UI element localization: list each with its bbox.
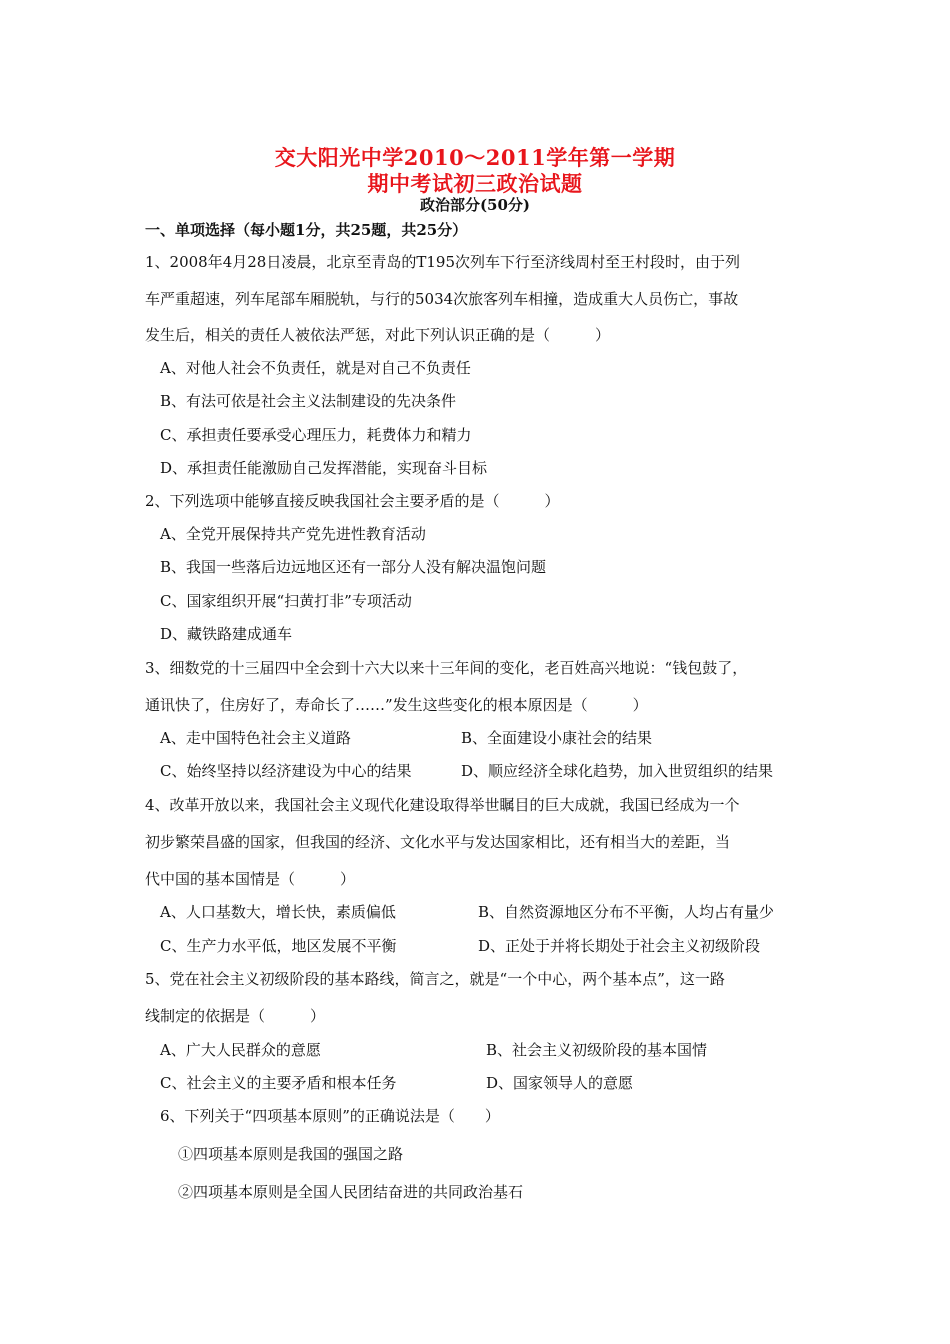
question-1-option-c: C、承担责任要承受心理压力，耗费体力和精力 [160,426,472,444]
question-1-line: 发生后，相关的责任人被依法严惩，对此下列认识正确的是（ ） [145,326,611,344]
question-1-option-d: D、承担责任能激励自己发挥潜能，实现奋斗目标 [160,459,488,477]
exam-title-line2: 期中考试初三政治试题 [367,171,583,196]
question-4-option-b: B、自然资源地区分布不平衡，人均占有量少 [478,903,775,921]
question-6-line: 6、下列关于“四项基本原则”的正确说法是（ ） [160,1107,500,1125]
question-4-option-a: A、人口基数大，增长快，素质偏低 [160,903,396,921]
section-heading: 一、单项选择（每小题1分，共25题，共25分） [145,221,468,239]
exam-title-line1: 交大阳光中学2010～2011学年第一学期 [274,145,676,170]
question-3-option-c: C、始终坚持以经济建设为中心的结果 [160,762,412,780]
question-5-option-d: D、国家领导人的意愿 [486,1074,634,1092]
question-3-line: 3、细数党的十三届四中全会到十六大以来十三年间的变化，老百姓高兴地说：“钱包鼓了， [145,659,748,677]
question-3-line: 通讯快了，住房好了，寿命长了……”发生这些变化的根本原因是（ ） [145,696,648,714]
question-3-option-a: A、走中国特色社会主义道路 [160,729,351,747]
question-4-option-c: C、生产力水平低，地区发展不平衡 [160,937,397,955]
question-4-line: 代中国的基本国情是（ ） [145,870,356,888]
question-2-option-a: A、全党开展保持共产党先进性教育活动 [160,525,426,543]
question-2-option-d: D、藏铁路建成通车 [160,625,293,643]
question-6-item-2: ②四项基本原则是全国人民团结奋进的共同政治基石 [178,1183,524,1201]
question-3-option-d: D、顺应经济全球化趋势，加入世贸组织的结果 [461,762,774,780]
question-5-option-c: C、社会主义的主要矛盾和根本任务 [160,1074,397,1092]
question-5-line: 5、党在社会主义初级阶段的基本路线，简言之，就是“一个中心，两个基本点”，这一路 [145,970,725,988]
exam-subtitle: 政治部分(50分) [419,196,531,214]
question-5-option-b: B、社会主义初级阶段的基本国情 [486,1041,708,1059]
question-4-option-d: D、正处于并将长期处于社会主义初级阶段 [478,937,761,955]
question-4-line: 4、改革开放以来，我国社会主义现代化建设取得举世瞩目的巨大成就，我国已经成为一个 [145,796,740,814]
question-1-line: 1、2008年4月28日凌晨，北京至青岛的T195次列车下行至济线周村至王村段时，由于列 [145,253,740,271]
question-5-option-a: A、广大人民群众的意愿 [160,1041,321,1059]
question-2-line: 2、下列选项中能够直接反映我国社会主要矛盾的是（ ） [145,492,560,510]
question-3-option-b: B、全面建设小康社会的结果 [461,729,653,747]
question-2-option-c: C、国家组织开展“扫黄打非”专项活动 [160,592,412,610]
question-6-item-1: ①四项基本原则是我国的强国之路 [178,1145,404,1163]
question-2-option-b: B、我国一些落后边远地区还有一部分人没有解决温饱问题 [160,558,547,576]
question-1-option-a: A、对他人社会不负责任，就是对自己不负责任 [160,359,471,377]
question-5-line: 线制定的依据是（ ） [145,1007,326,1025]
question-4-line: 初步繁荣昌盛的国家，但我国的经济、文化水平与发达国家相比，还有相当大的差距，当 [145,833,731,851]
question-1-option-b: B、有法可依是社会主义法制建设的先决条件 [160,392,457,410]
question-1-line: 车严重超速，列车尾部车厢脱轨，与行的5034次旅客列车相撞，造成重大人员伤亡，事故 [145,290,739,308]
